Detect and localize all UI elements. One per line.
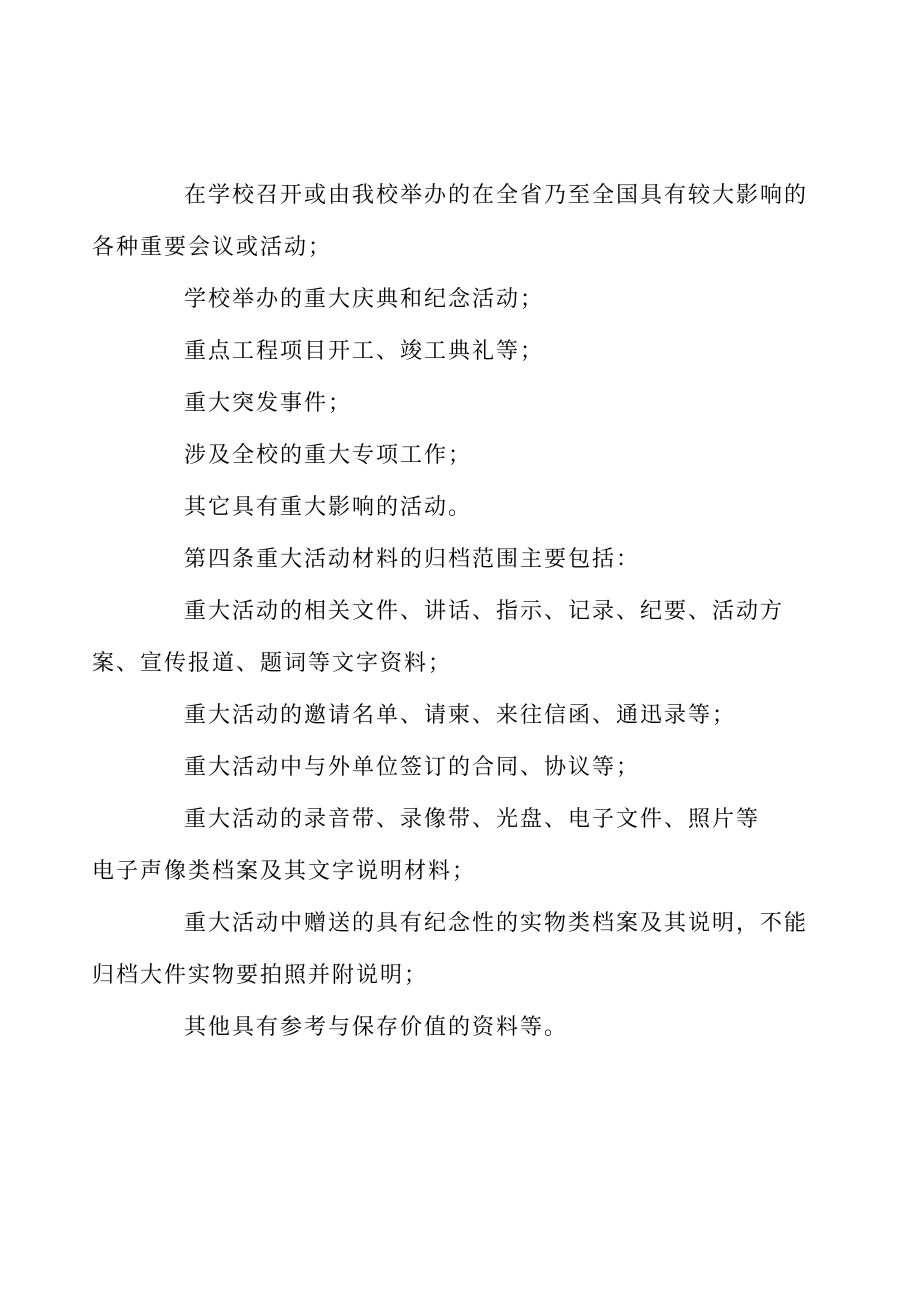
paragraph-9: [138, 690, 788, 742]
paragraph-line: 在学校召开或由我校举办的在全省乃至全国具有较大影响的: [184, 183, 809, 208]
paragraph-3: [138, 326, 788, 378]
paragraph-12: [92, 898, 809, 1002]
paragraph-line: 重大活动的邀请名单、请柬、来往信函、通迅录等；: [184, 703, 737, 728]
document-body: [92, 170, 809, 1054]
paragraph-line: 其它具有重大影响的活动。: [184, 495, 473, 520]
paragraph-6: [138, 482, 788, 534]
paragraph-line: 学校举办的重大庆典和纪念活动；: [184, 287, 545, 312]
paragraph-2: [138, 274, 788, 326]
paragraph-line: 重大活动中赠送的具有纪念性的实物类档案及其说明，不能: [184, 911, 809, 936]
paragraph-5: [138, 430, 788, 482]
paragraph-10: [138, 742, 788, 794]
paragraph-line: 电子声像类档案及其文字说明材料；: [92, 859, 477, 884]
article-heading: [138, 534, 788, 586]
paragraph-line: 各种重要会议或活动；: [92, 235, 333, 260]
paragraph-line: 重大活动的相关文件、讲话、指示、记录、纪要、活动方: [184, 599, 785, 624]
paragraph-line: 重大活动中与外单位签订的合同、协议等；: [184, 755, 641, 780]
paragraph-line: 归档大件实物要拍照并附说明；: [92, 963, 429, 988]
paragraph-line: 重大突发事件；: [184, 391, 353, 416]
paragraph-11: [92, 794, 788, 898]
paragraph-8: [92, 586, 788, 690]
paragraph-line: 第四条重大活动材料的归档范围主要包括：: [184, 547, 641, 572]
paragraph-4: [138, 378, 788, 430]
paragraph-line: 涉及全校的重大专项工作；: [184, 443, 473, 468]
paragraph-line: 重点工程项目开工、竣工典礼等；: [184, 339, 545, 364]
paragraph-13: [138, 1002, 788, 1054]
paragraph-line: 重大活动的录音带、录像带、光盘、电子文件、照片等: [184, 807, 761, 832]
paragraph-1: [92, 170, 809, 274]
paragraph-line: 案、宣传报道、题词等文字资料；: [92, 651, 453, 676]
paragraph-line: 其他具有参考与保存价值的资料等。: [184, 1015, 569, 1040]
